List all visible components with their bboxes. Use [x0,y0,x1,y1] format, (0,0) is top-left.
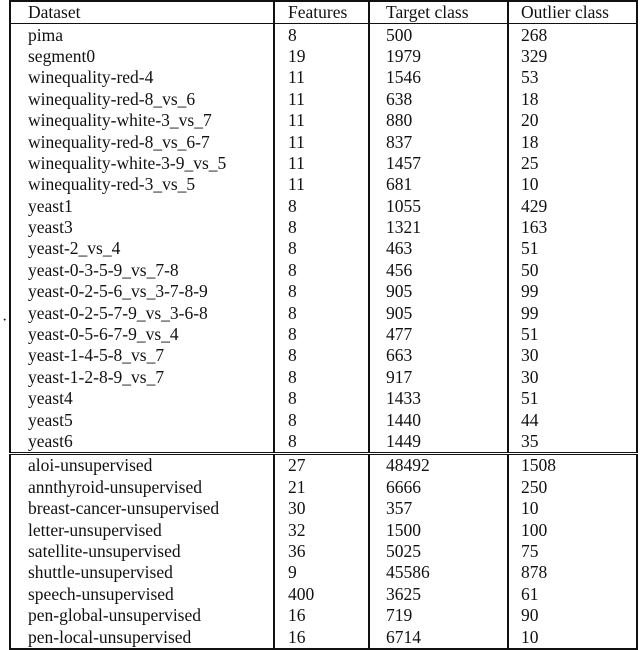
table-row [10,281,637,302]
features-cell: 11 [274,89,369,110]
outlier-class-cell: 53 [508,67,637,88]
outlier-class-cell: 100 [508,519,637,540]
outlier-class-cell: 329 [508,46,637,67]
features-cell: 400 [274,584,369,605]
target-class-cell: 456 [369,260,508,281]
target-class-cell: 638 [369,89,508,110]
dataset-cell: winequality-red-8_vs_6 [10,89,274,110]
table-row [10,454,637,477]
features-cell: 11 [274,110,369,131]
target-class-cell: 905 [369,302,508,323]
outlier-class-cell: 1508 [508,454,637,477]
features-cell: 8 [274,409,369,430]
features-cell: 36 [274,541,369,562]
features-cell: 8 [274,431,369,454]
target-class-cell: 500 [369,24,508,46]
header-target-class: Target class [369,1,508,24]
dataset-cell: yeast-0-3-5-9_vs_7-8 [10,260,274,281]
target-class-cell: 1500 [369,519,508,540]
target-class-cell: 917 [369,367,508,388]
outlier-class-cell: 35 [508,431,637,454]
outlier-class-cell: 268 [508,24,637,46]
dataset-cell: winequality-red-3_vs_5 [10,174,274,195]
table-row [10,260,637,281]
outlier-class-cell: 99 [508,302,637,323]
dataset-cell: yeast-2_vs_4 [10,238,274,259]
table-row [10,110,637,131]
outlier-class-cell: 25 [508,153,637,174]
dataset-cell: pima [10,24,274,46]
features-cell: 11 [274,174,369,195]
table-row [10,345,637,366]
dataset-cell: breast-cancer-unsupervised [10,498,274,519]
dataset-cell: annthyroid-unsupervised [10,477,274,498]
outlier-class-cell: 878 [508,562,637,583]
target-class-cell: 1433 [369,388,508,409]
header-features: Features [274,1,369,24]
dataset-cell: yeast-1-2-8-9_vs_7 [10,367,274,388]
target-class-cell: 1440 [369,409,508,430]
features-cell: 9 [274,562,369,583]
dataset-cell: yeast4 [10,388,274,409]
features-cell: 8 [274,367,369,388]
features-cell: 11 [274,131,369,152]
outlier-class-cell: 163 [508,217,637,238]
target-class-cell: 837 [369,131,508,152]
dataset-cell: winequality-white-3-9_vs_5 [10,153,274,174]
outlier-class-cell: 51 [508,324,637,345]
target-class-cell: 463 [369,238,508,259]
table-row [10,477,637,498]
dataset-cell: pen-global-unsupervised [10,605,274,626]
outlier-class-cell: 10 [508,626,637,648]
table-row [10,131,637,152]
table-row [10,388,637,409]
dataset-cell: letter-unsupervised [10,519,274,540]
table-row [10,196,637,217]
target-class-cell: 905 [369,281,508,302]
header-outlier-class: Outlier class [508,1,637,24]
table-row [10,24,637,46]
stray-dot: · [2,312,8,329]
features-cell: 8 [274,238,369,259]
features-cell: 8 [274,345,369,366]
dataset-cell: pen-local-unsupervised [10,626,274,648]
table-row [10,498,637,519]
target-class-cell: 357 [369,498,508,519]
target-class-cell: 1979 [369,46,508,67]
target-class-cell: 719 [369,605,508,626]
target-class-cell: 663 [369,345,508,366]
outlier-class-cell: 51 [508,388,637,409]
table-row [10,217,637,238]
table-row [10,153,637,174]
dataset-cell: satellite-unsupervised [10,541,274,562]
outlier-class-cell: 44 [508,409,637,430]
table-row [10,89,637,110]
outlier-class-cell: 250 [508,477,637,498]
features-cell: 8 [274,196,369,217]
table-row [10,584,637,605]
target-class-cell: 477 [369,324,508,345]
outlier-class-cell: 30 [508,367,637,388]
dataset-table [9,0,638,650]
table-row [10,367,637,388]
target-class-cell: 681 [369,174,508,195]
target-class-cell: 1457 [369,153,508,174]
table-row [10,67,637,88]
outlier-class-cell: 20 [508,110,637,131]
outlier-class-cell: 18 [508,131,637,152]
target-class-cell: 880 [369,110,508,131]
target-class-cell: 6714 [369,626,508,648]
table-row [10,302,637,323]
table-row [10,46,637,67]
target-class-cell: 3625 [369,584,508,605]
outlier-class-cell: 10 [508,498,637,519]
outlier-class-cell: 30 [508,345,637,366]
features-cell: 27 [274,454,369,477]
dataset-cell: segment0 [10,46,274,67]
features-cell: 16 [274,626,369,648]
features-cell: 8 [274,260,369,281]
outlier-class-cell: 61 [508,584,637,605]
features-cell: 8 [274,388,369,409]
features-cell: 32 [274,519,369,540]
features-cell: 8 [274,24,369,46]
table-row [10,562,637,583]
features-cell: 19 [274,46,369,67]
target-class-cell: 5025 [369,541,508,562]
dataset-cell: aloi-unsupervised [10,454,274,477]
dataset-cell: winequality-red-8_vs_6-7 [10,131,274,152]
outlier-class-cell: 429 [508,196,637,217]
dataset-cell: yeast3 [10,217,274,238]
table-row [10,626,637,648]
dataset-cell: yeast-0-2-5-6_vs_3-7-8-9 [10,281,274,302]
table-row [10,238,637,259]
dataset-cell: yeast-1-4-5-8_vs_7 [10,345,274,366]
features-cell: 11 [274,67,369,88]
table-row [10,519,637,540]
features-cell: 8 [274,281,369,302]
outlier-class-cell: 10 [508,174,637,195]
header-row [10,1,637,24]
features-cell: 8 [274,302,369,323]
outlier-class-cell: 50 [508,260,637,281]
target-class-cell: 48492 [369,454,508,477]
target-class-cell: 45586 [369,562,508,583]
target-class-cell: 1546 [369,67,508,88]
target-class-cell: 6666 [369,477,508,498]
table-row [10,409,637,430]
outlier-class-cell: 51 [508,238,637,259]
features-cell: 30 [274,498,369,519]
dataset-cell: winequality-red-4 [10,67,274,88]
dataset-cell: speech-unsupervised [10,584,274,605]
dataset-cell: yeast1 [10,196,274,217]
table-row [10,541,637,562]
table-row [10,174,637,195]
dataset-cell: yeast-0-2-5-7-9_vs_3-6-8 [10,302,274,323]
dataset-cell: shuttle-unsupervised [10,562,274,583]
dataset-cell: winequality-white-3_vs_7 [10,110,274,131]
target-class-cell: 1055 [369,196,508,217]
table-row [10,431,637,454]
features-cell: 8 [274,217,369,238]
features-cell: 21 [274,477,369,498]
target-class-cell: 1449 [369,431,508,454]
outlier-class-cell: 99 [508,281,637,302]
features-cell: 8 [274,324,369,345]
features-cell: 16 [274,605,369,626]
dataset-cell: yeast-0-5-6-7-9_vs_4 [10,324,274,345]
outlier-class-cell: 18 [508,89,637,110]
target-class-cell: 1321 [369,217,508,238]
outlier-class-cell: 90 [508,605,637,626]
table-row [10,605,637,626]
dataset-cell: yeast5 [10,409,274,430]
header-dataset: Dataset [10,1,274,24]
table-row [10,324,637,345]
features-cell: 11 [274,153,369,174]
outlier-class-cell: 75 [508,541,637,562]
dataset-cell: yeast6 [10,431,274,454]
